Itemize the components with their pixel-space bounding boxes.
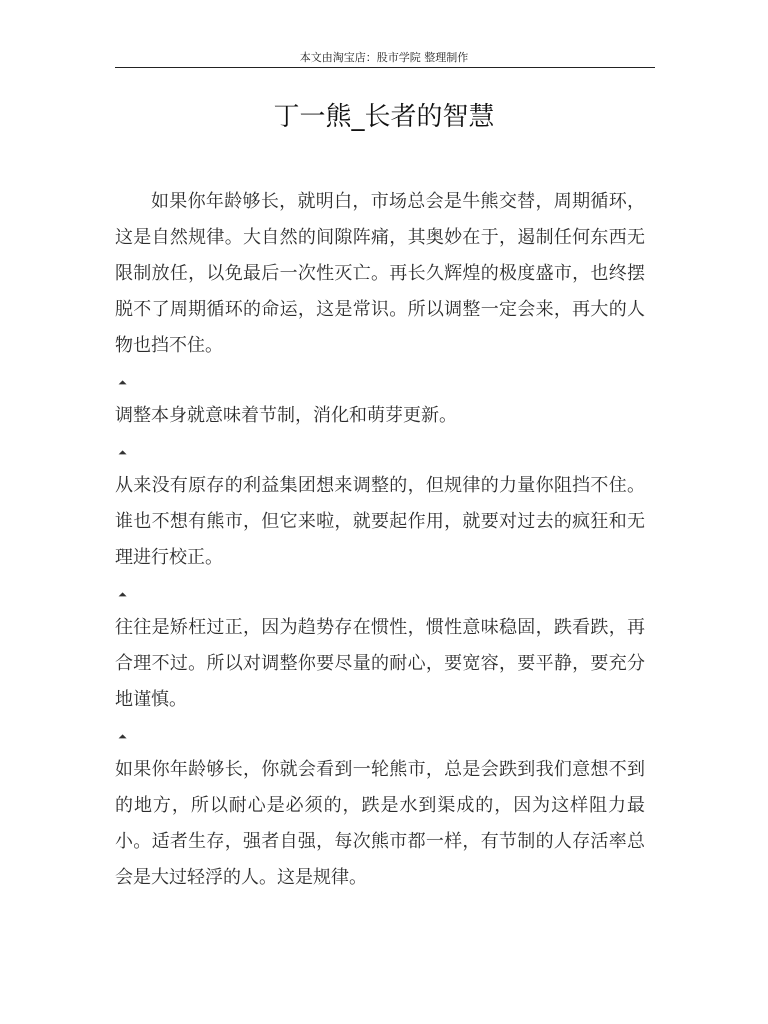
section-divider	[115, 718, 645, 752]
paragraph-3: 从来没有原存的利益集团想来调整的，但规律的力量你阻挡不住。谁也不想有熊市，但它来啦，就要起作用，就要对过去的疯狂和无理进行校正。	[115, 475, 645, 568]
paragraph-2: 调整本身就意味着节制，消化和萌芽更新。	[115, 405, 457, 426]
paragraph-5: 如果你年龄够长，你就会看到一轮熊市，总是会跌到我们意想不到的地方，所以耐心是必须的，跌是水到渠成的，因为这样阻力最小。适者生存，强者自强，每次熊市都一样，有节制的人存活率总会是大过轻浮的人。这是规律。	[115, 759, 645, 888]
header-rule	[115, 67, 655, 68]
section-divider	[115, 364, 645, 398]
page-header: 本文由淘宝店：股市学院 整理制作	[299, 51, 469, 64]
section-divider	[115, 434, 645, 468]
document-body	[115, 184, 645, 896]
section-divider	[115, 576, 645, 610]
paragraph-1: 如果你年龄够长，就明白，市场总会是牛熊交替，周期循环，这是自然规律。大自然的间隙阵痛，其奥妙在于，遏制任何东西无限制放任，以免最后一次性灭亡。再长久辉煌的极度盛市，也终摆脱不了周期循环的命运，这是常识。所以调整一定会来，再大的人物也挡不住。	[115, 191, 645, 356]
paragraph-4: 往往是矫枉过正，因为趋势存在惯性，惯性意味稳固，跌看跌，再合理不过。所以对调整你要尽量的耐心，要宽容，要平静，要充分地谨慎。	[115, 617, 645, 710]
divider-mark-icon: ⏶	[118, 588, 127, 601]
document-title: 丁一熊_长者的智慧	[273, 102, 495, 132]
divider-mark-icon: ⏶	[118, 446, 127, 459]
divider-mark-icon: ⏶	[118, 376, 127, 389]
divider-mark-icon: ⏶	[118, 730, 127, 743]
